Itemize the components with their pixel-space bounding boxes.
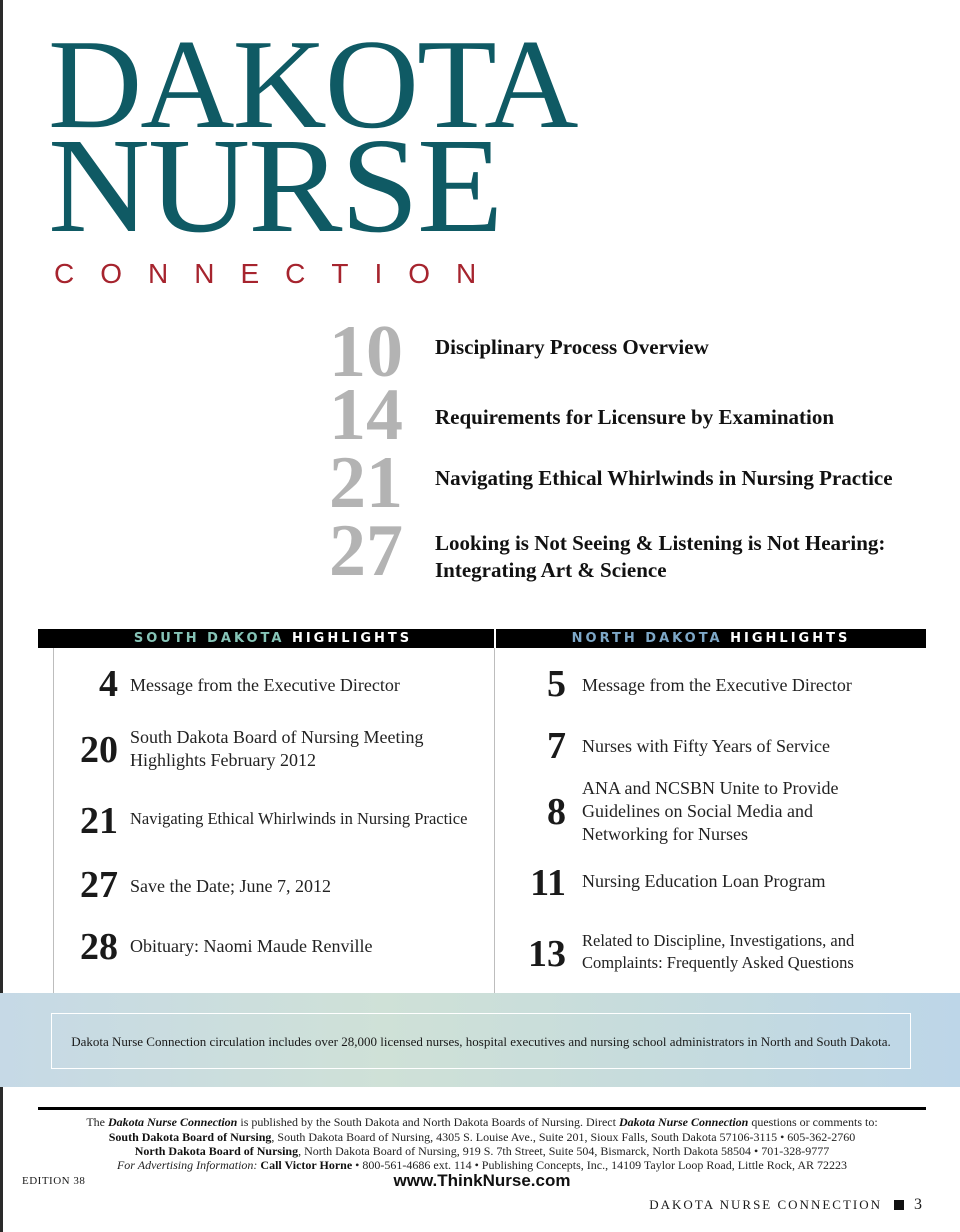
south-dakota-highlights-header [38,629,494,648]
masthead-line-nurse: NURSE [48,111,502,261]
nd-item-page-number: 8 [547,791,566,833]
advertising-details: • 800-561-4686 ext. 114 • Publishing Concepts, Inc., 14109 Taylor Loop Road, Little Rock, AR 72223 [352,1158,848,1172]
nd-item-title: ANA and NCSBN Unite to Provide Guidelines on Social Media and Networking for Nurses [582,778,839,844]
sd-item-page-number: 28 [80,926,118,968]
square-bullet-icon [894,1200,904,1210]
nd-item-title: Related to Discipline, Investigations, and Complaints: Frequently Asked Questions [582,931,855,972]
publisher-text: questions or comments to: [748,1115,878,1129]
advertising-label: For Advertising Information: [116,1158,258,1172]
highlights-label: HIGHLIGHTS [730,631,851,646]
sd-item-title: Message from the Executive Director [130,675,400,695]
nd-item-title: Message from the Executive Director [582,675,852,695]
publisher-text: is published by the South Dakota and North Dakota Boards of Nursing. Direct [237,1115,619,1129]
nd-item-page-number: 13 [528,933,566,975]
nd-board-name: North Dakota Board of Nursing [134,1144,299,1158]
feature-title: Disciplinary Process Overview [435,335,709,359]
column-divider-left [53,648,54,993]
nd-highlight-item[interactable] [500,727,920,772]
sd-item-title: South Dakota Board of Nursing Meeting Highlights February 2012 [130,727,424,770]
sd-highlight-item[interactable] [60,726,490,776]
sd-item-page-number: 27 [80,864,118,906]
nd-item-page-number: 11 [530,862,566,904]
highlights-label: HIGHLIGHTS [291,631,413,646]
column-divider-center [494,648,495,993]
sd-item-title: Obituary: Naomi Maude Renville [130,936,373,956]
feature-page-number: 14 [329,374,403,456]
masthead-subtitle: CONNECTION [54,258,503,289]
nd-highlight-item[interactable] [500,930,920,980]
masthead-line-dakota: DAKOTA [48,13,577,155]
nd-item-title: Nurses with Fifty Years of Service [582,736,830,756]
sd-board-address: , South Dakota Board of Nursing, 4305 S. Louise Ave., Suite 201, Sioux Falls, South Dakota 57106-3115 • 605-362-2760 [271,1130,856,1144]
running-title: DAKOTA NURSE CONNECTION [649,1197,882,1212]
feature-title: Requirements for Licensure by Examination [435,405,835,429]
sd-board-contact [38,1130,926,1145]
feature-title: Navigating Ethical Whirlwinds in Nursing Practice [435,466,893,490]
website-link[interactable]: www.ThinkNurse.com [393,1171,571,1190]
feature-title: Looking is Not Seeing & Listening is Not Hearing: Integrating Art & Science [435,531,886,582]
circulation-statement: Dakota Nurse Connection circulation includes over 28,000 licensed nurses, hospital executives and nursing school administrators in North and South Dakota. [51,1013,911,1069]
sd-board-name: South Dakota Board of Nursing [108,1130,272,1144]
north-dakota-state-label: NORTH DAKOTA [571,631,723,646]
nd-highlight-item[interactable] [500,777,920,847]
running-footer [649,1196,922,1214]
footer-rule [38,1107,926,1110]
nd-highlight-item[interactable] [500,665,920,710]
sd-item-page-number: 20 [80,729,118,771]
publisher-text: The [86,1115,108,1129]
nd-item-title: Nursing Education Loan Program [582,871,826,891]
sd-highlight-item[interactable] [60,866,490,911]
nd-item-page-number: 5 [547,663,566,705]
page-number: 3 [914,1196,922,1213]
nd-board-contact [38,1144,926,1159]
sd-item-page-number: 4 [99,663,118,705]
sd-highlight-item[interactable] [60,665,490,710]
publication-name: Dakota Nurse Connection [108,1115,238,1129]
edition-label: EDITION 38 [22,1175,86,1187]
north-dakota-highlights-header [496,629,926,648]
sd-highlight-item[interactable] [60,802,490,847]
nd-item-page-number: 7 [547,725,566,767]
feature-page-number: 10 [329,311,403,393]
south-dakota-state-label: SOUTH DAKOTA [133,631,285,646]
sd-item-page-number: 21 [80,800,118,842]
feature-page-number: 21 [329,442,403,524]
nd-highlight-item[interactable] [500,864,920,909]
sd-highlight-item[interactable] [60,928,490,973]
advertising-contact: Call Victor Horne [260,1158,353,1172]
publication-name: Dakota Nurse Connection [618,1115,749,1129]
feature-page-number: 27 [329,510,403,592]
sd-item-title: Navigating Ethical Whirlwinds in Nursing Practice [130,809,468,828]
sd-item-title: Save the Date; June 7, 2012 [130,876,331,896]
publisher-line [38,1115,926,1130]
nd-board-address: , North Dakota Board of Nursing, 919 S. 7th Street, Suite 504, Bismarck, North Dakota 58504 • 701-328-9777 [298,1144,830,1158]
